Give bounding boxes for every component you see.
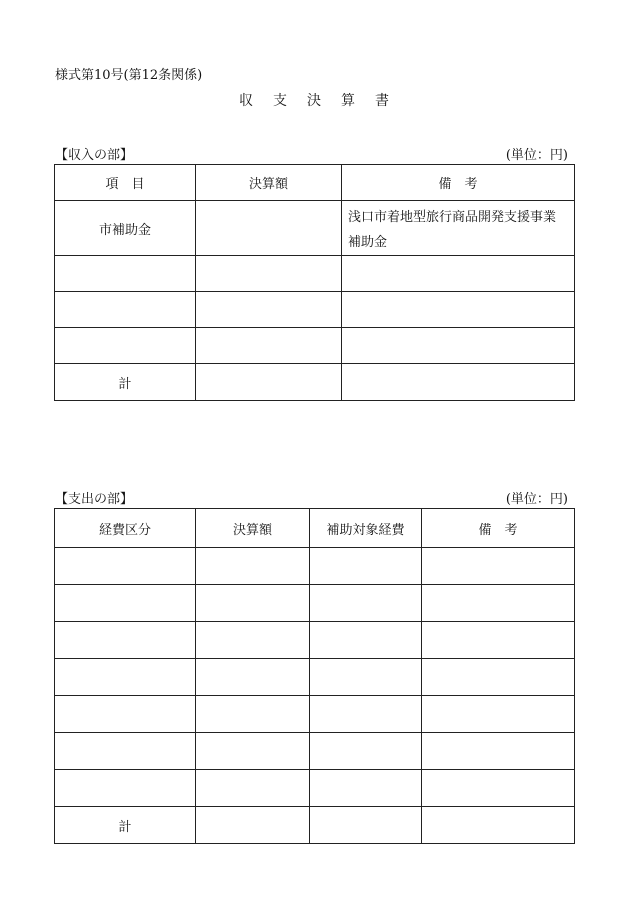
expense-section-heading: 【支出の部】 bbox=[55, 492, 134, 507]
expense-amount-cell[interactable] bbox=[196, 585, 310, 622]
table-row bbox=[55, 622, 575, 659]
expense-table bbox=[54, 508, 575, 844]
table-row bbox=[55, 770, 575, 807]
income-header-item: 項 目 bbox=[55, 165, 196, 201]
income-header-row bbox=[55, 165, 575, 201]
expense-eligible-cell[interactable] bbox=[310, 548, 422, 585]
expense-header-category: 経費区分 bbox=[55, 509, 196, 548]
expense-amount-cell[interactable] bbox=[196, 659, 310, 696]
expense-category-cell[interactable] bbox=[55, 696, 196, 733]
expense-amount-cell[interactable] bbox=[196, 622, 310, 659]
income-header-note: 備 考 bbox=[342, 165, 575, 201]
table-row bbox=[55, 733, 575, 770]
income-item-cell[interactable] bbox=[55, 256, 196, 292]
expense-unit-label: (単位：円) bbox=[505, 492, 568, 507]
expense-header-eligible: 補助対象経費 bbox=[310, 509, 422, 548]
income-amount-cell[interactable] bbox=[196, 256, 342, 292]
table-row bbox=[55, 548, 575, 585]
table-row bbox=[55, 328, 575, 364]
expense-note-cell[interactable] bbox=[422, 659, 575, 696]
table-row bbox=[55, 696, 575, 733]
expense-eligible-cell[interactable] bbox=[310, 622, 422, 659]
income-total-amount[interactable] bbox=[196, 364, 342, 401]
expense-category-cell[interactable] bbox=[55, 622, 196, 659]
table-row bbox=[55, 256, 575, 292]
title-char: 書 bbox=[375, 93, 391, 109]
title-char: 決 bbox=[307, 93, 323, 109]
expense-eligible-cell[interactable] bbox=[310, 696, 422, 733]
income-note-cell[interactable] bbox=[342, 292, 575, 328]
income-item-cell[interactable] bbox=[55, 292, 196, 328]
expense-total-label: 計 bbox=[55, 807, 196, 844]
expense-amount-cell[interactable] bbox=[196, 733, 310, 770]
income-section-heading: 【収入の部】 bbox=[55, 148, 134, 163]
income-item-cell[interactable] bbox=[55, 328, 196, 364]
title-char: 収 bbox=[239, 93, 255, 109]
document-title bbox=[0, 90, 630, 110]
table-row bbox=[55, 585, 575, 622]
expense-note-cell[interactable] bbox=[422, 548, 575, 585]
income-amount-cell[interactable] bbox=[196, 292, 342, 328]
title-char: 算 bbox=[341, 93, 357, 109]
expense-amount-cell[interactable] bbox=[196, 696, 310, 733]
income-item-cell: 市補助金 bbox=[55, 201, 196, 256]
table-row bbox=[55, 292, 575, 328]
income-unit-label: (単位：円) bbox=[505, 148, 568, 163]
expense-category-cell[interactable] bbox=[55, 659, 196, 696]
expense-amount-cell[interactable] bbox=[196, 770, 310, 807]
expense-amount-cell[interactable] bbox=[196, 548, 310, 585]
expense-note-cell[interactable] bbox=[422, 696, 575, 733]
expense-header-amount: 決算額 bbox=[196, 509, 310, 548]
income-total-note[interactable] bbox=[342, 364, 575, 401]
expense-category-cell[interactable] bbox=[55, 585, 196, 622]
expense-note-cell[interactable] bbox=[422, 585, 575, 622]
expense-eligible-cell[interactable] bbox=[310, 733, 422, 770]
expense-eligible-cell[interactable] bbox=[310, 770, 422, 807]
expense-note-cell[interactable] bbox=[422, 770, 575, 807]
income-note-cell: 浅口市着地型旅行商品開発支援事業補助金 bbox=[342, 201, 575, 256]
income-note-cell[interactable] bbox=[342, 256, 575, 292]
table-row bbox=[55, 659, 575, 696]
form-number: 様式第10号(第12条関係) bbox=[55, 68, 203, 83]
income-note-cell[interactable] bbox=[342, 328, 575, 364]
expense-total-eligible[interactable] bbox=[310, 807, 422, 844]
title-char: 支 bbox=[273, 93, 289, 109]
expense-total-amount[interactable] bbox=[196, 807, 310, 844]
expense-eligible-cell[interactable] bbox=[310, 659, 422, 696]
expense-eligible-cell[interactable] bbox=[310, 585, 422, 622]
expense-category-cell[interactable] bbox=[55, 733, 196, 770]
income-amount-cell[interactable] bbox=[196, 201, 342, 256]
expense-note-cell[interactable] bbox=[422, 622, 575, 659]
expense-total-row bbox=[55, 807, 575, 844]
income-amount-cell[interactable] bbox=[196, 328, 342, 364]
expense-category-cell[interactable] bbox=[55, 770, 196, 807]
expense-header-note: 備 考 bbox=[422, 509, 575, 548]
income-total-label: 計 bbox=[55, 364, 196, 401]
expense-total-note[interactable] bbox=[422, 807, 575, 844]
income-total-row bbox=[55, 364, 575, 401]
expense-header-row bbox=[55, 509, 575, 548]
income-table bbox=[54, 164, 575, 401]
expense-category-cell[interactable] bbox=[55, 548, 196, 585]
expense-note-cell[interactable] bbox=[422, 733, 575, 770]
income-header-amount: 決算額 bbox=[196, 165, 342, 201]
table-row bbox=[55, 201, 575, 256]
